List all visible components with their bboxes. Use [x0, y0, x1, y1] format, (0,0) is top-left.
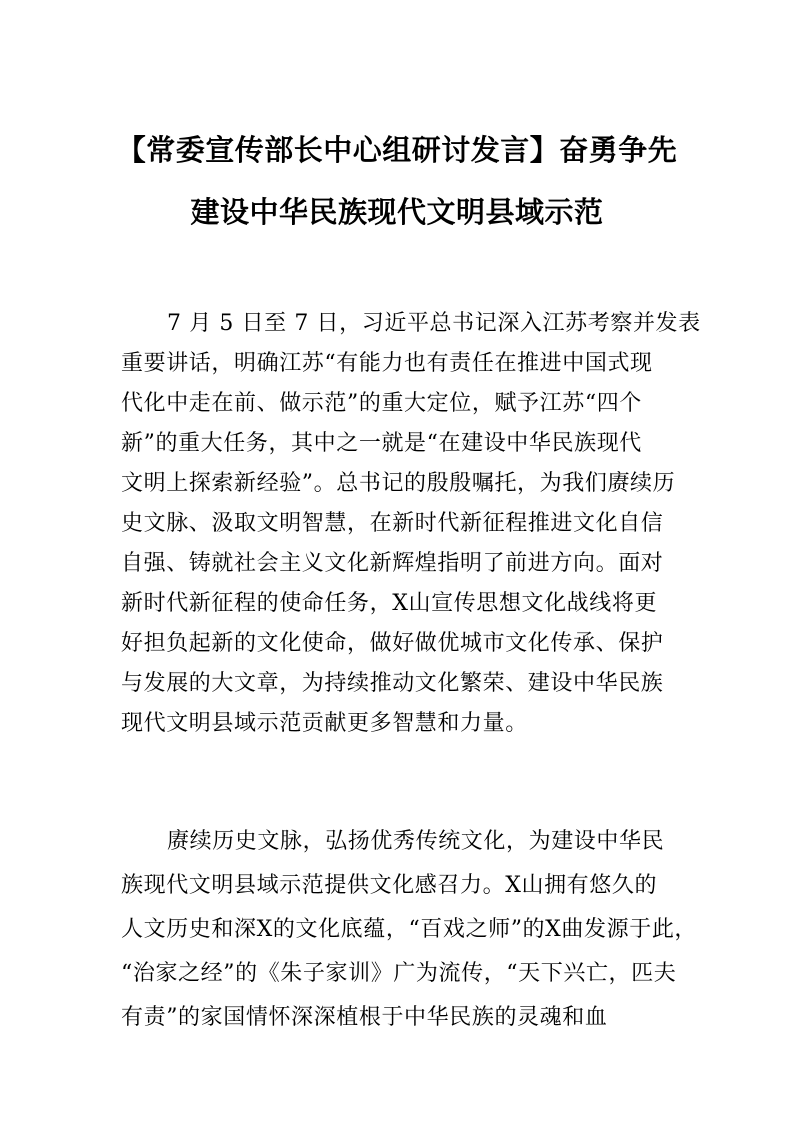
paragraph-line: 史文脉、汲取文明智慧，在新时代新征程推进文化自信	[121, 511, 664, 536]
paragraph-line: 现代文明县域示范贡献更多智慧和力量。	[121, 711, 528, 736]
paragraph-line: 自强、铸就社会主义文化新辉煌指明了前进方向。面对	[121, 551, 664, 576]
paragraph-line: 与发展的大文章，为持续推动文化繁荣、建设中华民族	[121, 671, 664, 696]
paragraph-line: 族现代文明县域示范提供文化感召力。X山拥有悠久的	[121, 873, 658, 898]
document-title-line-1: 【常委宣传部长中心组研讨发言】奋勇争先	[116, 133, 678, 167]
paragraph-line: 重要讲话，明确江苏“有能力也有责任在推进中国式现	[121, 351, 653, 376]
paragraph-line: 人文历史和深X的文化底蕴，“百戏之师”的X曲发源于此，	[121, 917, 698, 942]
paragraph-line: 文明上探索新经验”。总书记的殷殷嘱托，为我们赓续历	[121, 471, 676, 496]
paragraph-line: “治家之经”的《朱子家训》广为流传，“天下兴亡，匹夫	[121, 961, 677, 986]
paragraph-line: 新时代新征程的使命任务，X山宣传思想文化战线将更	[121, 591, 658, 616]
document-title-line-2: 建设中华民族现代文明县域示范	[190, 195, 604, 229]
paragraph-line: 7 月 5 日至 7 日，习近平总书记深入江苏考察并发表	[167, 311, 701, 336]
paragraph-line: 赓续历史文脉，弘扬优秀传统文化，为建设中华民	[167, 829, 665, 854]
paragraph-line: 新”的重大任务，其中之一就是“在建设中华民族现代	[121, 431, 642, 456]
paragraph-line: 有责”的家国情怀深深植根于中华民族的灵魂和血	[121, 1005, 608, 1030]
paragraph-line: 好担负起新的文化使命，做好做优城市文化传承、保护	[121, 631, 664, 656]
paragraph-line: 代化中走在前、做示范”的重大定位，赋予江苏“四个	[121, 391, 642, 416]
